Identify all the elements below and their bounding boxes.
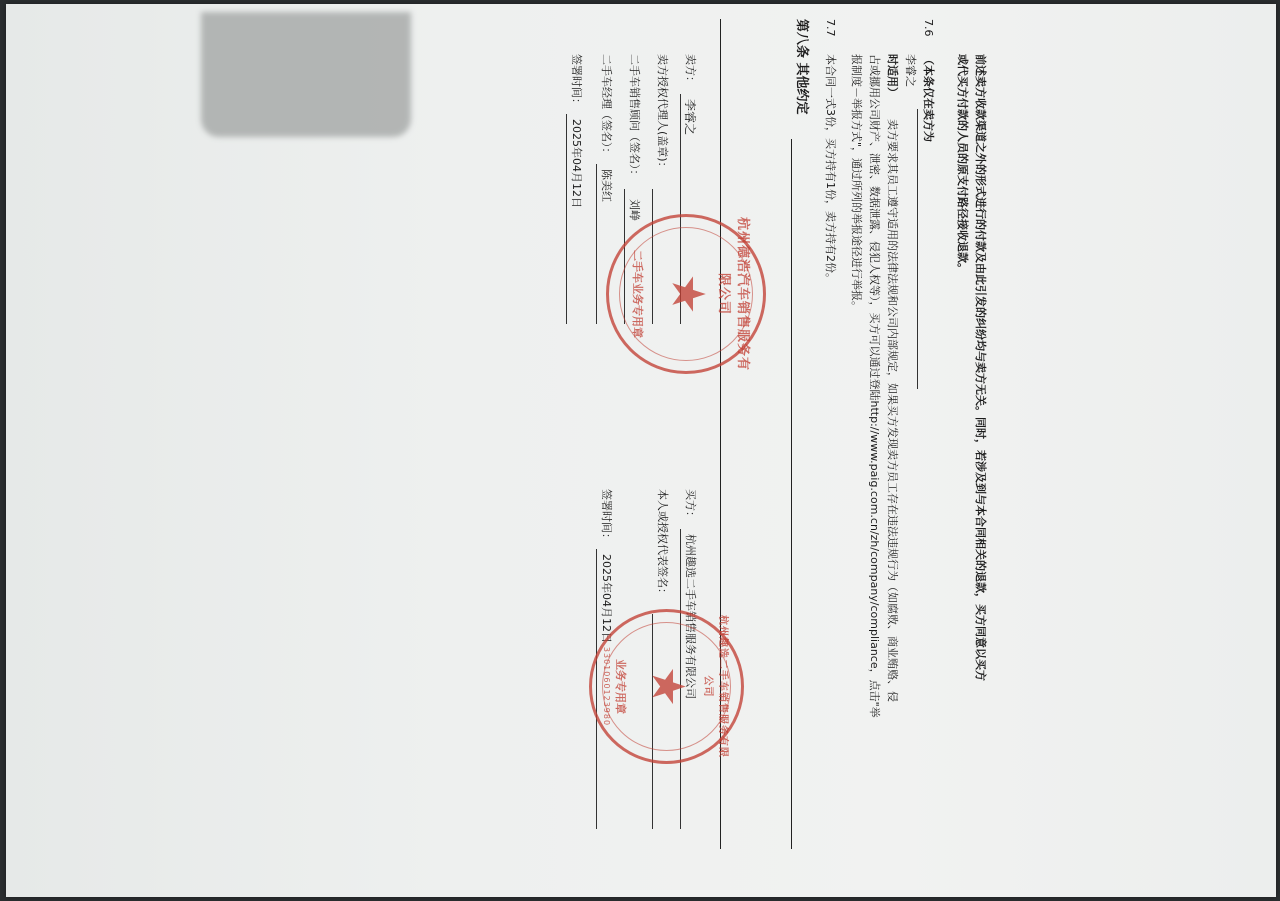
right-seal-bottom-text: 业务专用章: [613, 659, 627, 714]
seller-value: 李睿之: [683, 99, 697, 136]
buyer-rep-label: 本人或授权代表签名：: [656, 489, 669, 599]
clause-7-6-applicable: 时适用）: [886, 54, 899, 98]
seller-date-label: 签署时间：: [570, 54, 583, 109]
clause-7-6-line1: 卖方要求其员工遵守适用的法律法规和公司内部规定，如果买方发现卖方员工存在违法违规行为（如腐败、商业贿赂、侵: [886, 119, 899, 702]
right-company-seal: [589, 609, 744, 764]
star-icon: ★: [641, 665, 696, 708]
clause-7-6-title: （本条仅在卖方为: [922, 54, 935, 142]
buyer-date-value: 2025年04月12日: [600, 554, 613, 643]
right-seal-number: 3301060123980: [601, 646, 611, 727]
left-seal-ring-text: 杭州德浩汽车销售服务有限公司: [716, 217, 750, 372]
clause-7-6-line2: 占或挪用公司财产、泄密、数据泄露、侵犯人权等），买方可以通过登陆http://www.paig.com.cn/zh/company/compliance，点击"举: [868, 54, 881, 718]
clause-7-7-number: 7.7: [824, 19, 837, 37]
consultant-label: 二手车销售顾问（签名）：: [628, 54, 641, 181]
contract-page: [6, 4, 1276, 897]
buyer-value: 杭州趣选二手车销售服务有限公司: [684, 534, 697, 699]
clause-text-line1: 前述卖方收款渠道之外的形式进行的付款及由此引发的纠纷均与卖方无关。同时，若涉及到与本合同相关的退款，买方同意以买方: [974, 54, 987, 681]
manager-rule: [596, 164, 597, 324]
seller-label: 卖方：: [684, 54, 697, 87]
seller-agent-label: 卖方授权代理人(盖章)：: [656, 54, 669, 173]
clause-7-6-number: 7.6: [922, 19, 935, 37]
finger-shadow: [201, 12, 411, 137]
buyer-label: 买方：: [684, 489, 697, 522]
seller-date-value: 2025年04月12日: [570, 119, 583, 208]
consultant-value: 刘峥: [628, 199, 641, 221]
clause-7-6-line3: 报制度－举报方式"，通过所列的举报途径进行举报。: [850, 54, 863, 313]
manager-value: 陈美红: [600, 169, 613, 202]
manager-label: 二手车经理（签名）：: [600, 54, 613, 159]
star-icon: ★: [661, 273, 716, 315]
clause-7-7-text: 本合同一式3份，买方持有1份，卖方持有2份。: [824, 54, 837, 284]
article-8-title: 第八条 其他约定: [794, 19, 809, 115]
clause-7-6-signer: 李睿之: [904, 54, 917, 87]
seller-date-rule: [566, 114, 567, 324]
clause-7-6-rule: [917, 109, 918, 389]
right-seal-ring-text: 杭州趣选二手车销售服务有限公司: [702, 615, 728, 758]
article-8-rule: [791, 139, 792, 849]
rotated-content: [486, 19, 1006, 899]
clause-text-line2: 或代买方付款的人员的原支付路径接收退款。: [956, 54, 969, 274]
left-company-seal: [606, 214, 766, 374]
left-seal-bottom-text: 二手车业务专用章: [630, 250, 644, 338]
buyer-date-label: 签署时间：: [600, 489, 613, 544]
